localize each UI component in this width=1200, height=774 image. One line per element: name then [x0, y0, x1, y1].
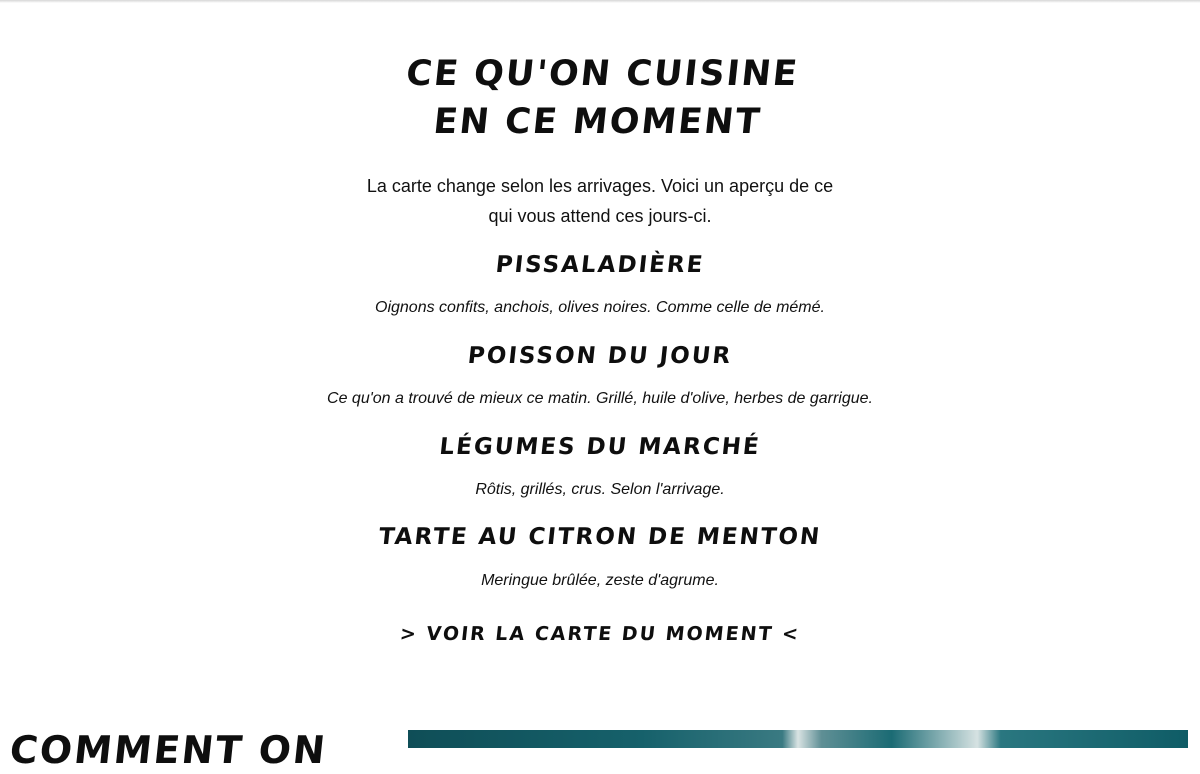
dish-title: POISSON DU JOUR: [466, 343, 734, 369]
dish-description: Meringue brûlée, zeste d'agrume.: [481, 572, 719, 589]
dish-description: Ce qu'on a trouvé de mieux ce matin. Grillé, huile d'olive, herbes de garrigue.: [327, 390, 873, 407]
dish-title: LÉGUMES DU MARCHÉ: [438, 434, 762, 460]
dish-description: Oignons confits, anchois, olives noires. Comme celle de mémé.: [375, 299, 825, 316]
view-menu-link[interactable]: > VOIR LA CARTE DU MOMENT <: [398, 623, 802, 645]
next-section-title: COMMENT ON: [7, 728, 330, 772]
section-title: CE QU'ON CUISINE EN CE MOMENT: [404, 54, 801, 142]
section-intro: La carte change selon les arrivages. Voici un aperçu de ce qui vous attend ces jours-ci.: [366, 176, 834, 226]
dish-title: TARTE AU CITRON DE MENTON: [377, 524, 823, 550]
dish-description: Rôtis, grillés, crus. Selon l'arrivage.: [475, 481, 725, 498]
dish-title: PISSALADIÈRE: [494, 252, 706, 278]
section-photo: [408, 730, 1188, 748]
header-shadow: [0, 0, 1200, 3]
